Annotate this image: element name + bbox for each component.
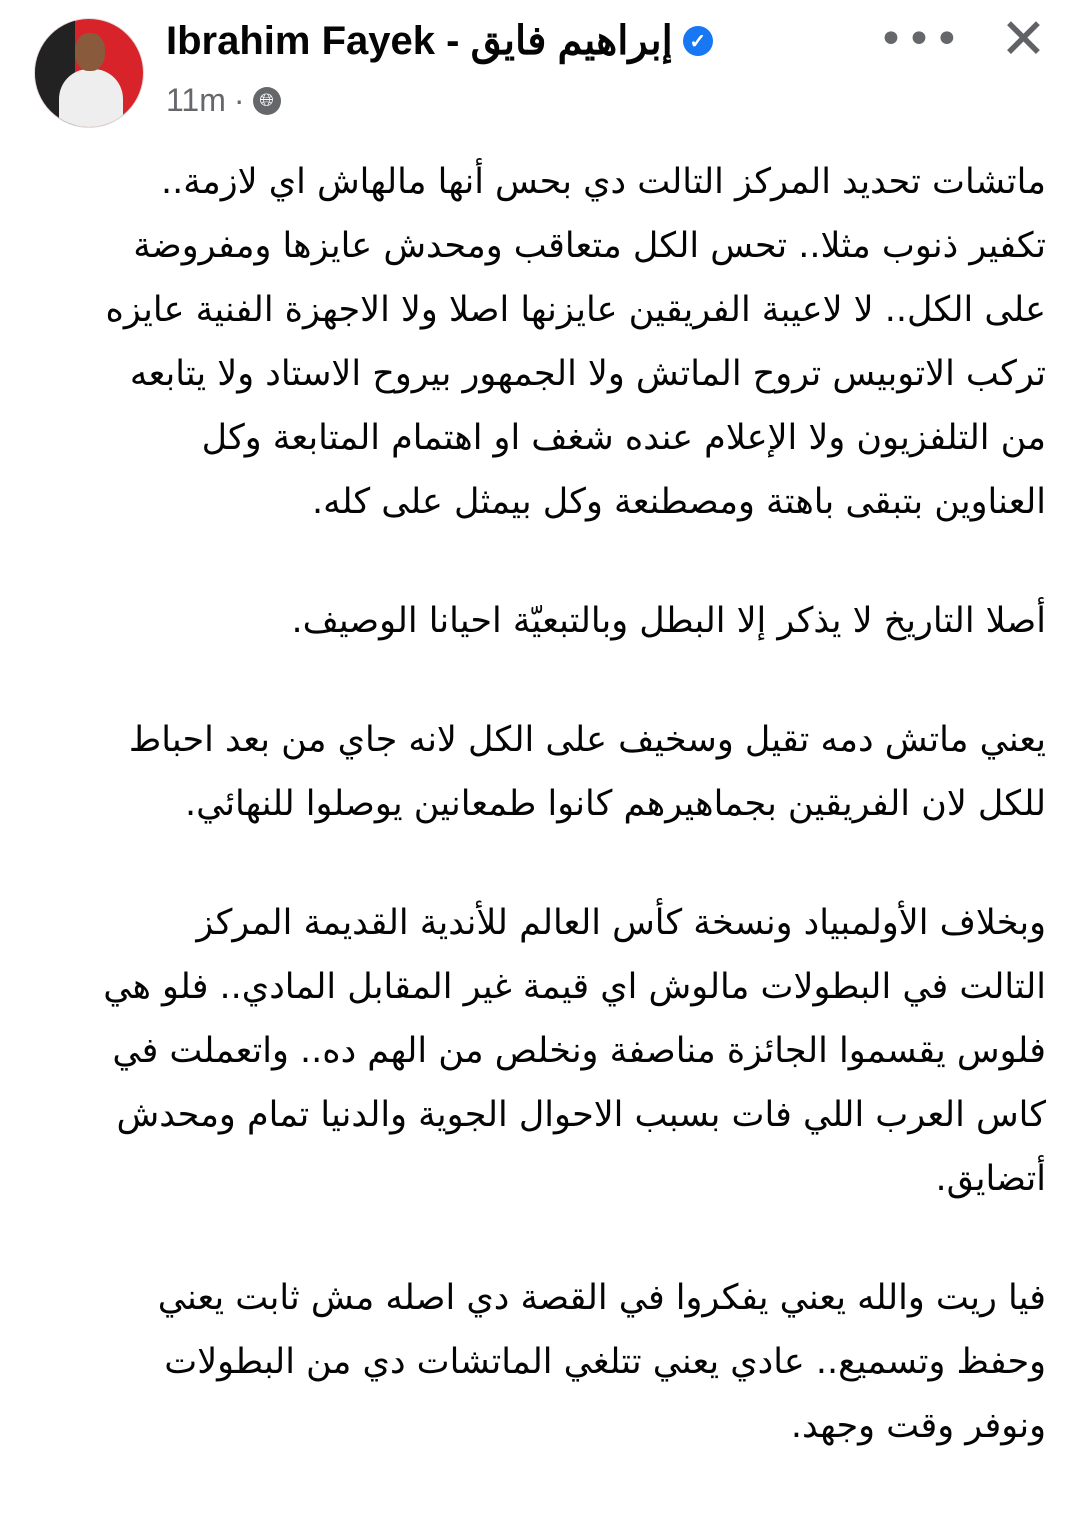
post-paragraph (34, 589, 1046, 653)
post-text-line: يعني ماتش دمه تقيل وسخيف على الكل لانه جاي من بعد احباط (128, 720, 1046, 760)
author-name[interactable]: Ibrahim Fayek - إبراهيم فايق (166, 19, 673, 63)
post-text-line: للكل لان الفريقين بجماهيرهم كانوا طمعانين يوصلوا للنهائي. (184, 784, 1046, 824)
post-text-line: وبخلاف الأولمبياد ونسخة كأس العالم للأندية القديمة المركز (196, 903, 1046, 943)
post-text-line: على الكل.. لا لاعيبة الفريقين عايزنها اصلا ولا الاجهزة الفنية عايزه (105, 290, 1046, 330)
post-text-line: فلوس يقسموا الجائزة مناصفة ونخلص من الهم ده.. واتعملت في (112, 1031, 1046, 1071)
verified-badge-icon: ✓ (683, 26, 713, 56)
more-options-button[interactable]: ••• (878, 14, 962, 65)
avatar-figure-body (59, 69, 123, 128)
post-time[interactable]: 11m (166, 82, 226, 118)
globe-icon: 🌐︎ (253, 87, 281, 115)
post-text-line: كاس العرب اللي فات بسبب الاحوال الجوية والدنيا تمام ومحدش (116, 1095, 1046, 1135)
post-paragraph (34, 708, 1046, 836)
post-text-line: من التلفزيون ولا الإعلام عنده شغف او اهتمام المتابعة وكل (201, 418, 1046, 458)
post-text-line: التالت في البطولات مالوش اي قيمة غير المقابل المادي.. فلو هي (103, 967, 1046, 1007)
author-avatar[interactable] (34, 18, 144, 128)
author-name-row (166, 18, 713, 64)
close-button[interactable]: ✕ (1000, 7, 1047, 72)
meta-separator: · (233, 82, 245, 118)
post-meta (166, 82, 281, 119)
post-text-line: ونوفر وقت وجهد. (790, 1406, 1046, 1446)
avatar-figure-head (75, 33, 105, 71)
post-paragraph (34, 1266, 1046, 1458)
post-text-line: ماتشات تحديد المركز التالت دي بحس أنها مالهاش اي لازمة.. (160, 162, 1046, 202)
post-text-line: أتضايق. (935, 1159, 1046, 1199)
post-text-line: أصلا التاريخ لا يذكر إلا البطل وبالتبعيّة احيانا الوصيف. (291, 601, 1046, 641)
post-body (34, 150, 1046, 1513)
post-text-line: العناوين بتبقى باهتة ومصطنعة وكل بيمثل على كله. (312, 482, 1046, 522)
post-text-line: وحفظ وتسميع.. عادي يعني تتلغي الماتشات دي من البطولات (164, 1342, 1046, 1382)
post-text-line: فيا ريت والله يعني يفكروا في القصة دي اصله مش ثابت يعني (157, 1278, 1046, 1318)
post-paragraph (34, 150, 1046, 534)
post-paragraph (34, 891, 1046, 1211)
post-text-line: تركب الاتوبيس تروح الماتش ولا الجمهور بيروح الاستاد ولا يتابعه (129, 354, 1046, 394)
post-text-line: تكفير ذنوب مثلا.. تحس الكل متعاقب ومحدش عايزها ومفروضة (133, 226, 1046, 266)
